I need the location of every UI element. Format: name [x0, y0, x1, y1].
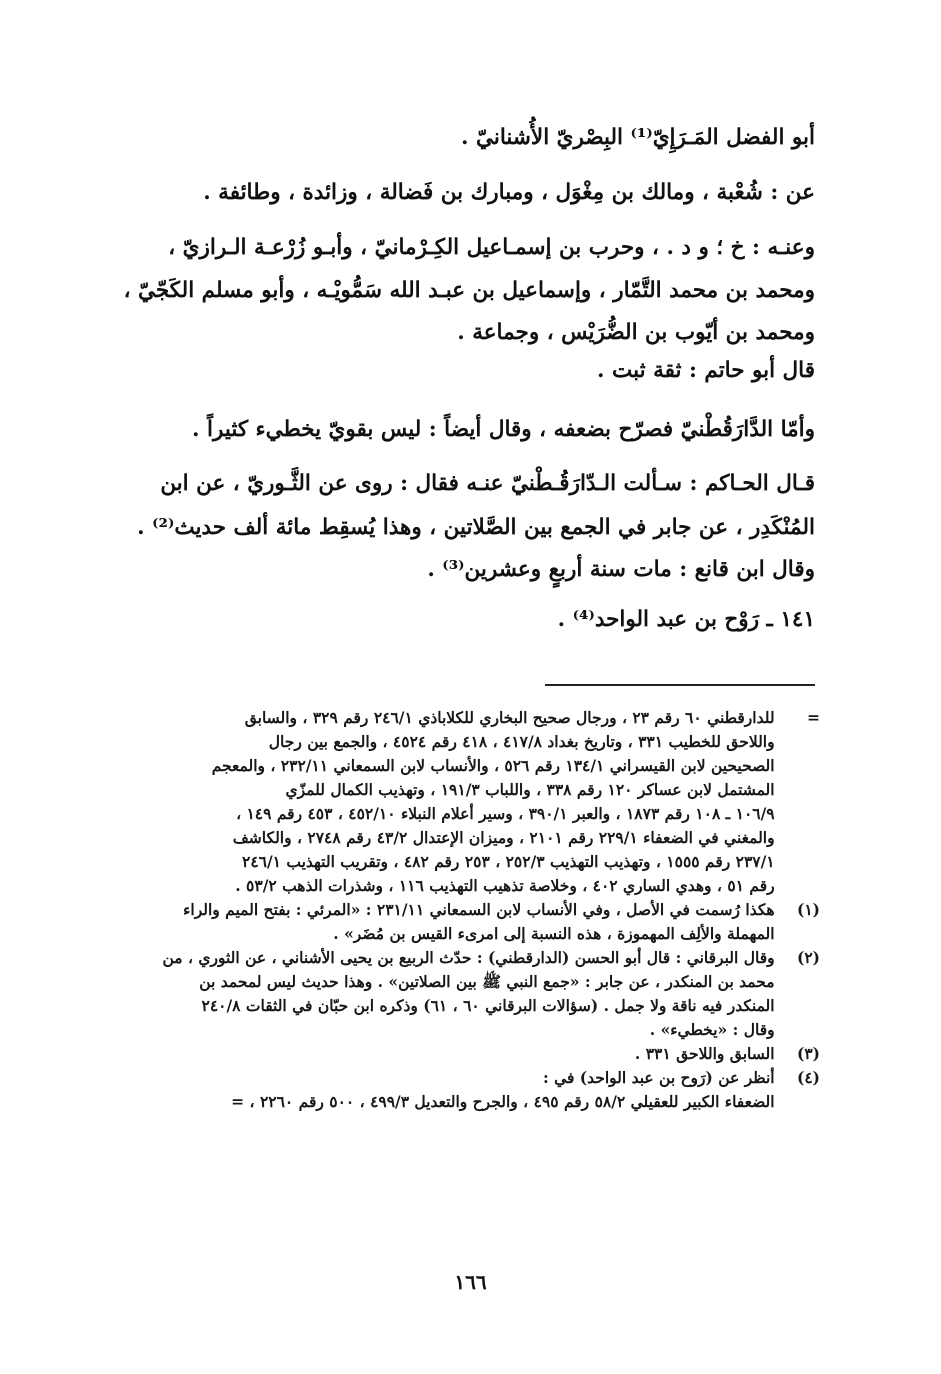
footnote-line	[242, 850, 820, 874]
footnote-text: المشتمل لابن عساكر ١٢٠ رقم ٣٣٨ ، واللباب ١٩١/٣ ، وتهذيب الكمال للمزّي	[285, 780, 775, 799]
footnote-marker: (١)	[796, 900, 820, 919]
text-line: المُنْكَدِر ، عن جابر في الجمع بين الصَّلاتين ، وهذا يُسقِط مائة ألف حديث⁽²⁾ .	[137, 515, 815, 540]
footnote-line	[269, 730, 820, 754]
footnote-line	[333, 922, 820, 946]
footnote-line	[231, 1090, 820, 1114]
footnote-text: ١٠٦/٩ ـ ١٠٨ رقم ١٨٧٣ ، والعبر ٣٩٠/١ ، وسير أعلام النبلاء ٤٥٢/١٠ ، ٤٥٣ رقم ١٤٩ ،	[236, 804, 775, 823]
footnote-text: الصحيحين لابن القيسراني ١٣٤/١ رقم ٥٢٦ ، والأنساب لابن السمعاني ٢٣٢/١١ ، والمعجم	[211, 756, 775, 775]
footnote-text: أنظر عن (رَوح بن عبد الواحد) في :	[542, 1068, 775, 1087]
footnote-text: وقال البرقاني : قال أبو الحسن (الدارقطني) : حدّث الربيع بن يحيى الأشناني ، عن الثوري ، من	[162, 948, 775, 967]
footnote-separator	[545, 684, 815, 686]
text-line: عن : شُعْبة ، ومالك بن مِغْوَل ، ومبارك بن فَضالة ، وزائدة ، وطائفة .	[203, 180, 815, 205]
text-line: قال أبو حاتم : ثقة ثبت .	[597, 358, 815, 383]
footnote-text: وقال : «يخطيء» .	[649, 1020, 775, 1039]
footnote-marker: =	[807, 708, 820, 727]
footnote-line	[543, 1066, 820, 1090]
footnote-line	[212, 754, 820, 778]
footnote-line	[183, 898, 820, 922]
footnote-line	[236, 802, 820, 826]
text-line: أبو الفضل المَـرَإِيّ⁽¹⁾ البِصْريّ الأُشنانيّ .	[461, 125, 815, 150]
footnote-text: الضعفاء الكبير للعقيلي ٥٨/٢ رقم ٤٩٥ ، والجرح والتعديل ٤٩٩/٣ ، ٥٠٠ رقم ٢٢٦٠ ، =	[231, 1092, 775, 1111]
footnote-line	[199, 970, 820, 994]
footnote-text: رقم ٥١ ، وهدي الساري ٤٠٢ ، وخلاصة تذهيب التهذيب ١١٦ ، وشذرات الذهب ٥٣/٢ .	[235, 876, 775, 895]
footnote-text: المهملة والألِف المهموزة ، هذه النسبة إلى امرىء القيس بن مُضَر» .	[333, 924, 775, 943]
footnote-line	[202, 994, 820, 1018]
text-line: قـال الحـاكم : سـألت الـدّارَقُـطْنيّ عنـه فقال : روى عن الثَّـوريّ ، عن ابن	[160, 471, 815, 496]
text-line: ومحمد بن أيّوب بن الضُّرَيْس ، وجماعة .	[457, 320, 815, 345]
entry-heading: ١٤١ ـ رَوْح بن عبد الواحد⁽⁴⁾ .	[557, 607, 815, 632]
text-line: ومحمد بن محمد التَّمّار ، وإسماعيل بن عبـد الله سَمُّويْـه ، وأبو مسلم الكَجّيّ ،	[123, 278, 815, 303]
footnote-marker: (٢)	[796, 948, 820, 967]
footnote-marker: (٣)	[796, 1044, 820, 1063]
text-line: وقال ابن قانع : مات سنة أربعٍ وعشرين⁽³⁾ .	[427, 557, 815, 582]
footnote-text: واللاحق للخطيب ٣٣١ ، وتاريخ بغداد ٤١٧/٨ ، ٤١٨ رقم ٤٥٢٤ ، والجمع بين رجال	[268, 732, 775, 751]
footnote-line	[235, 874, 820, 898]
footnote-line	[285, 778, 820, 802]
footnote-text: ٢٣٧/١ رقم ١٥٥٥ ، وتهذيب التهذيب ٢٥٢/٣ ، ٢٥٣ رقم ٤٨٢ ، وتقريب التهذيب ٢٤٦/١	[242, 852, 775, 871]
footnote-text: للدارقطني ٦٠ رقم ٢٣ ، ورجال صحيح البخاري للكلاباذي ٢٤٦/١ رقم ٣٢٩ ، والسابق	[244, 708, 775, 727]
footnote-text: محمد بن المنكدر ، عن جابر : «جمع النبي ﷺ بين الصلاتين» . وهذا حديث ليس لمحمد بن	[199, 972, 775, 991]
footnote-line	[162, 946, 820, 970]
footnote-text: هكذا رُسمت في الأصل ، وفي الأنساب لابن السمعاني ٢٣١/١١ : «المرئي : بفتح الميم والراء	[183, 900, 775, 919]
footnote-line	[650, 1018, 820, 1042]
footnote-line	[635, 1042, 820, 1066]
text-line: وعنـه : خ ؛ و د . ، وحرب بن إسمـاعيل الكِـرْمانيّ ، وأبـو زُرْعـة الـرازيّ ،	[168, 235, 815, 260]
footnote-text: والمغني في الضعفاء ٢٢٩/١ رقم ٢١٠١ ، وميزان الإعتدال ٤٣/٢ رقم ٢٧٤٨ ، والكاشف	[232, 828, 775, 847]
footnote-text: المنكدر فيه ناقة ولا جمل . (سؤالات البرقاني ٦٠ ، ٦١) وذكره ابن حبّان في الثقات ٢٤٠/٨	[201, 996, 775, 1015]
footnote-line	[233, 826, 820, 850]
footnote-text: السابق واللاحق ٣٣١ .	[634, 1044, 775, 1063]
footnote-line	[245, 706, 820, 730]
page-number: ١٦٦	[454, 1270, 487, 1294]
footnote-marker: (٤)	[796, 1068, 820, 1087]
text-line: وأمّا الدَّارَقُطْنيّ فصرّح بضعفه ، وقال أيضاً : ليس بقويّ يخطيء كثيراً .	[192, 417, 815, 442]
